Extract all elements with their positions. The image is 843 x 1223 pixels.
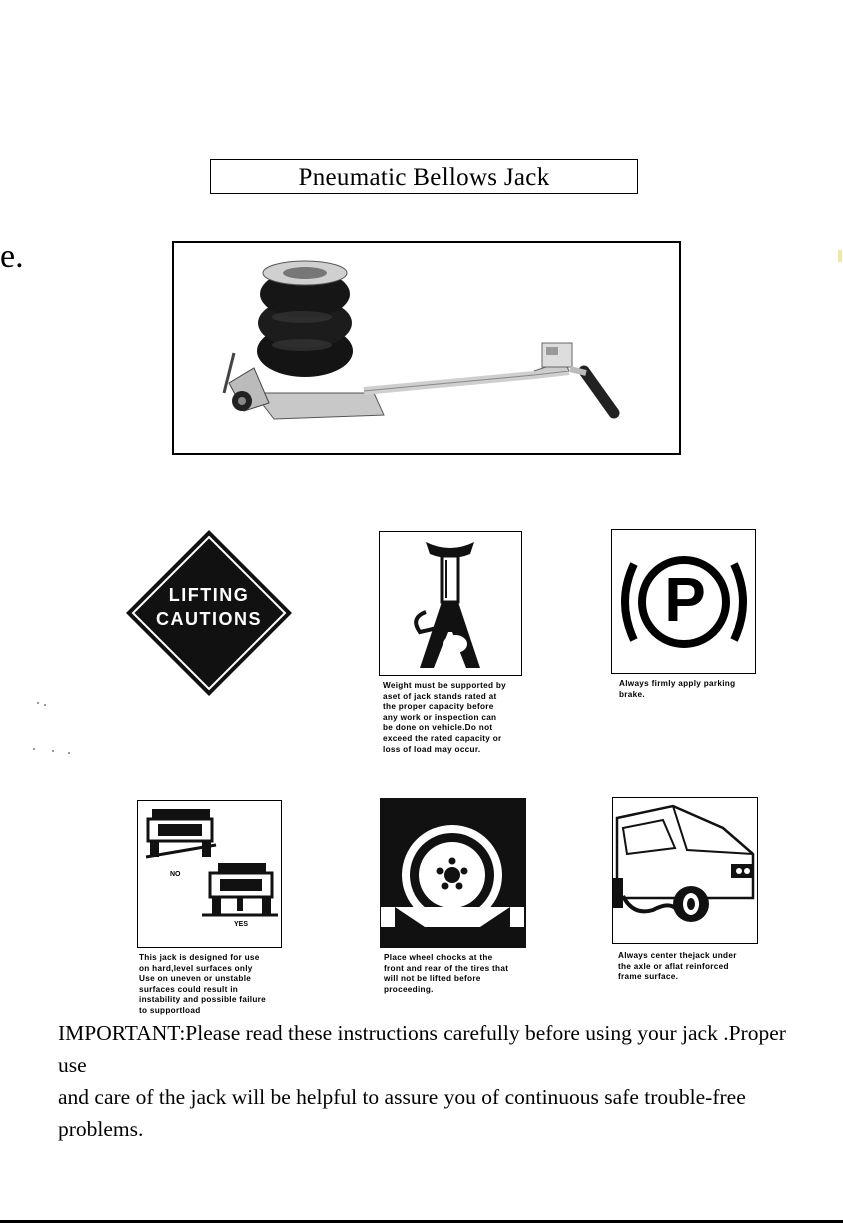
parking-brake-panel	[611, 529, 756, 674]
stray-text: e.	[0, 238, 24, 275]
bellows-jack-illustration	[174, 243, 678, 452]
page-title: Pneumatic Bellows Jack	[210, 159, 638, 194]
parking-glyph: P	[664, 566, 706, 635]
speck	[44, 704, 46, 706]
sign-line-1: LIFTING	[168, 585, 250, 605]
center-jack-panel	[612, 797, 758, 944]
speck	[33, 748, 35, 750]
product-photo	[172, 241, 681, 455]
level-surface-caption: This jack is designed for use on hard,level surfaces only Use on uneven or unstable surfaces could result in instability and possible failure to supportload	[139, 953, 266, 1015]
level-surface-panel	[137, 800, 282, 948]
speck	[37, 702, 39, 704]
jack-stand-caption: Weight must be supported by aset of jack stands rated at the proper capacity before any work or inspection can be done on vehicle.Do not exceed the rated capacity or loss of load may occur.	[383, 681, 507, 754]
wheel-chocks-panel	[380, 798, 526, 948]
label-yes: YES	[234, 921, 249, 928]
jack-stand-icon	[380, 532, 520, 674]
wheel-chocks-icon	[381, 799, 524, 946]
important-line-2: and care of the jack will be helpful to assure you of continuous safe trouble-free problems.	[58, 1085, 746, 1141]
speck	[68, 752, 70, 754]
jack-stand-panel	[379, 531, 522, 676]
center-jack-caption: Always center thejack under the axle or aflat reinforced frame surface.	[618, 951, 737, 982]
level-surface-icon	[138, 801, 280, 946]
sign-line-2: CAUTIONS	[156, 609, 262, 629]
edge-mark	[838, 250, 842, 262]
lifting-cautions-sign	[123, 527, 295, 699]
label-no: NO	[170, 871, 181, 878]
parking-brake-caption: Always firmly apply parking brake.	[619, 679, 736, 699]
center-jack-icon	[613, 798, 756, 942]
important-notice	[58, 1017, 818, 1145]
speck	[52, 750, 54, 752]
important-line-1: IMPORTANT:Please read these instructions carefully before using your jack .Proper use	[58, 1021, 786, 1077]
wheel-chocks-caption: Place wheel chocks at the front and rear of the tires that will not be lifted before proceeding.	[384, 953, 509, 994]
